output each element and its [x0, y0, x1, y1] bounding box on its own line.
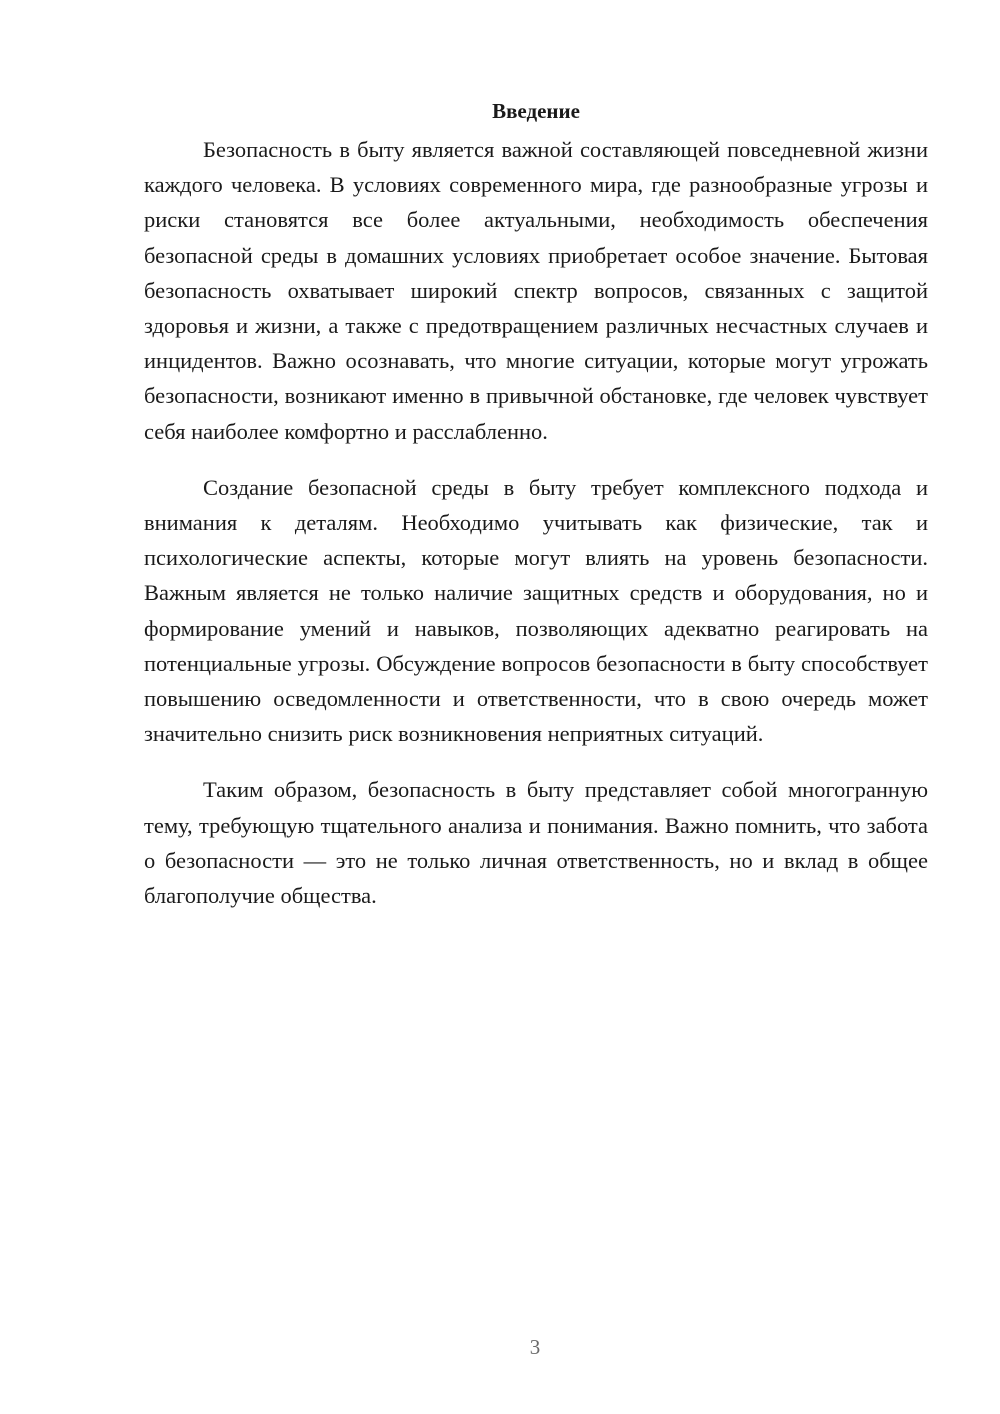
section-heading: Введение: [492, 99, 580, 123]
paragraph-3: Таким образом, безопасность в быту представляет собой многогранную тему, требующую тщательного анализа и понимания. Важно помнить, что забота о безопасности — это не только личная ответственность, но и вклад в общее благополучие общества.: [144, 777, 928, 909]
page-number: 3: [529, 1335, 541, 1359]
paragraph-2: Создание безопасной среды в быту требует комплексного подхода и внимания к деталям. Необходимо учитывать как физические, так и психологические аспекты, которые могут влиять на уровень безопасности. Важным является не только наличие защитных средств и оборудования, но и формирование умений и навыков, позволяющих адекватно реагировать на потенциальные угрозы. Обсуждение вопросов безопасности в быту способствует повышению осведомленности и ответственности, что в свою очередь может значительно снизить риск возникновения неприятных ситуаций.: [144, 474, 928, 747]
page-content: [144, 96, 928, 934]
paragraph-1: Безопасность в быту является важной составляющей повседневной жизни каждого человека. В условиях современного мира, где разнообразные угрозы и риски становятся все более актуальными, необходимость обеспечения безопасной среды в домашних условиях приобретает особое значение. Бытовая безопасность охватывает широкий спектр вопросов, связанных с защитой здоровья и жизни, а также с предотвращением различных несчастных случаев и инцидентов. Важно осознавать, что многие ситуации, которые могут угрожать безопасности, возникают именно в привычной обстановке, где человек чувствует себя наиболее комфортно и расслабленно.: [144, 137, 928, 444]
